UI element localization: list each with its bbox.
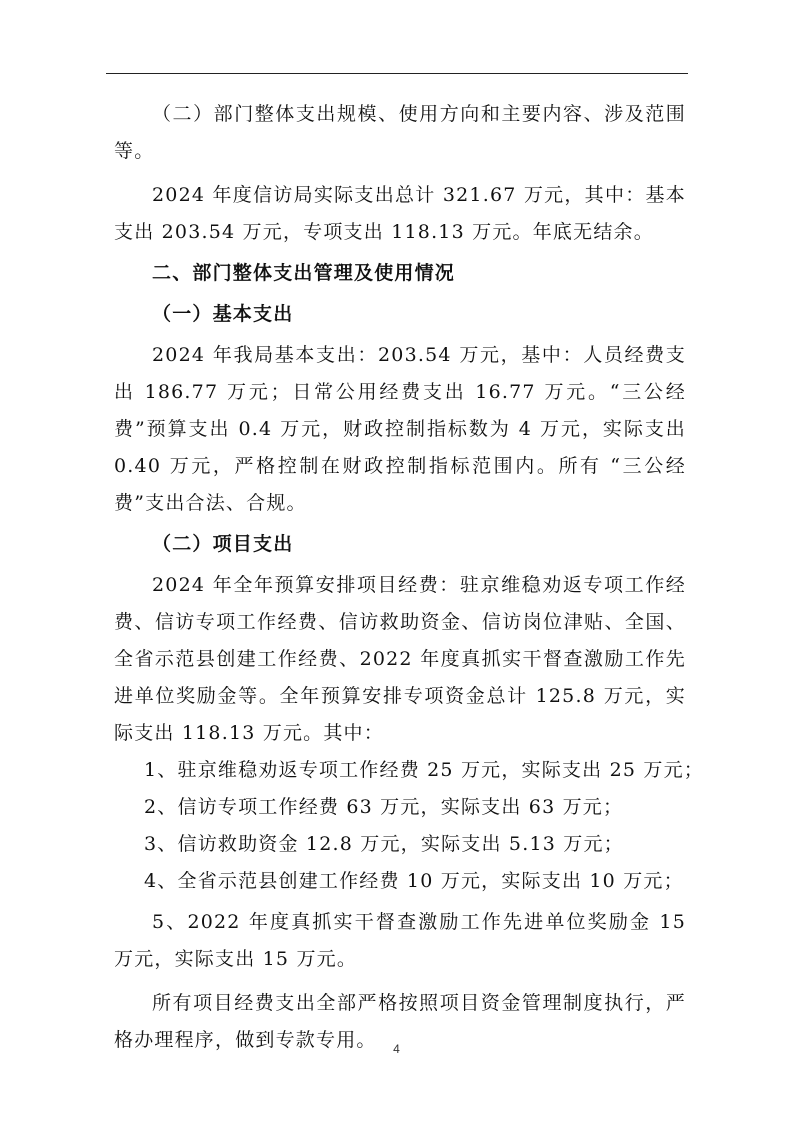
list-item-5: 5、2022 年度真抓实干督查激励工作先进单位奖励金 15 万元，实际支出 15 万元。 [114,911,686,970]
list-item: 3、信访救助资金 12.8 万元，实际支出 5.13 万元； [144,833,624,855]
paragraph-scope: （二）部门整体支出规模、使用方向和主要内容、涉及范围等。 [114,103,686,162]
list-item: 1、驻京维稳劝返专项工作经费 25 万元，实际支出 25 万元； [144,759,705,781]
page-number: 4 [393,1042,400,1056]
document-body [114,96,705,1059]
subheading-basic-expenditure: （一）基本支出 [152,303,294,325]
section-heading-management: 二、部门整体支出管理及使用情况 [152,262,456,284]
paragraph-conclusion: 所有项目经费支出全部严格按照项目资金管理制度执行，严格办理程序，做到专款专用。 [114,992,686,1051]
header-rule [106,73,688,74]
subheading-project-expenditure: （二）项目支出 [152,533,294,555]
paragraph-basic-expenditure: 2024 年我局基本支出：203.54 万元，基中：人员经费支出 186.77 万元；日常公用经费支出 16.77 万元。“三公经费”预算支出 0.4 万元，财政控制指标数为 4 万元，实际支出 0.40 万元，严格控制在财政控制指标范围内。所有 “三公经费”支出合法、合规。 [114,344,686,514]
paragraph-project-budget: 2024 年全年预算安排项目经费：驻京维稳劝返专项工作经费、信访专项工作经费、信访救助资金、信访岗位津贴、全国、全省示范县创建工作经费、2022 年度真抓实干督查激励工作先进单位奖励金等。全年预算安排专项资金总计 125.8 万元，实际支出 118.13 万元。其中： [114,574,686,744]
paragraph-total-expenditure: 2024 年度信访局实际支出总计 321.67 万元，其中：基本支出 203.54 万元，专项支出 118.13 万元。年底无结余。 [114,184,686,243]
list-item: 4、全省示范县创建工作经费 10 万元，实际支出 10 万元； [144,870,684,892]
list-item: 2、信访专项工作经费 63 万元，实际支出 63 万元； [144,796,624,818]
